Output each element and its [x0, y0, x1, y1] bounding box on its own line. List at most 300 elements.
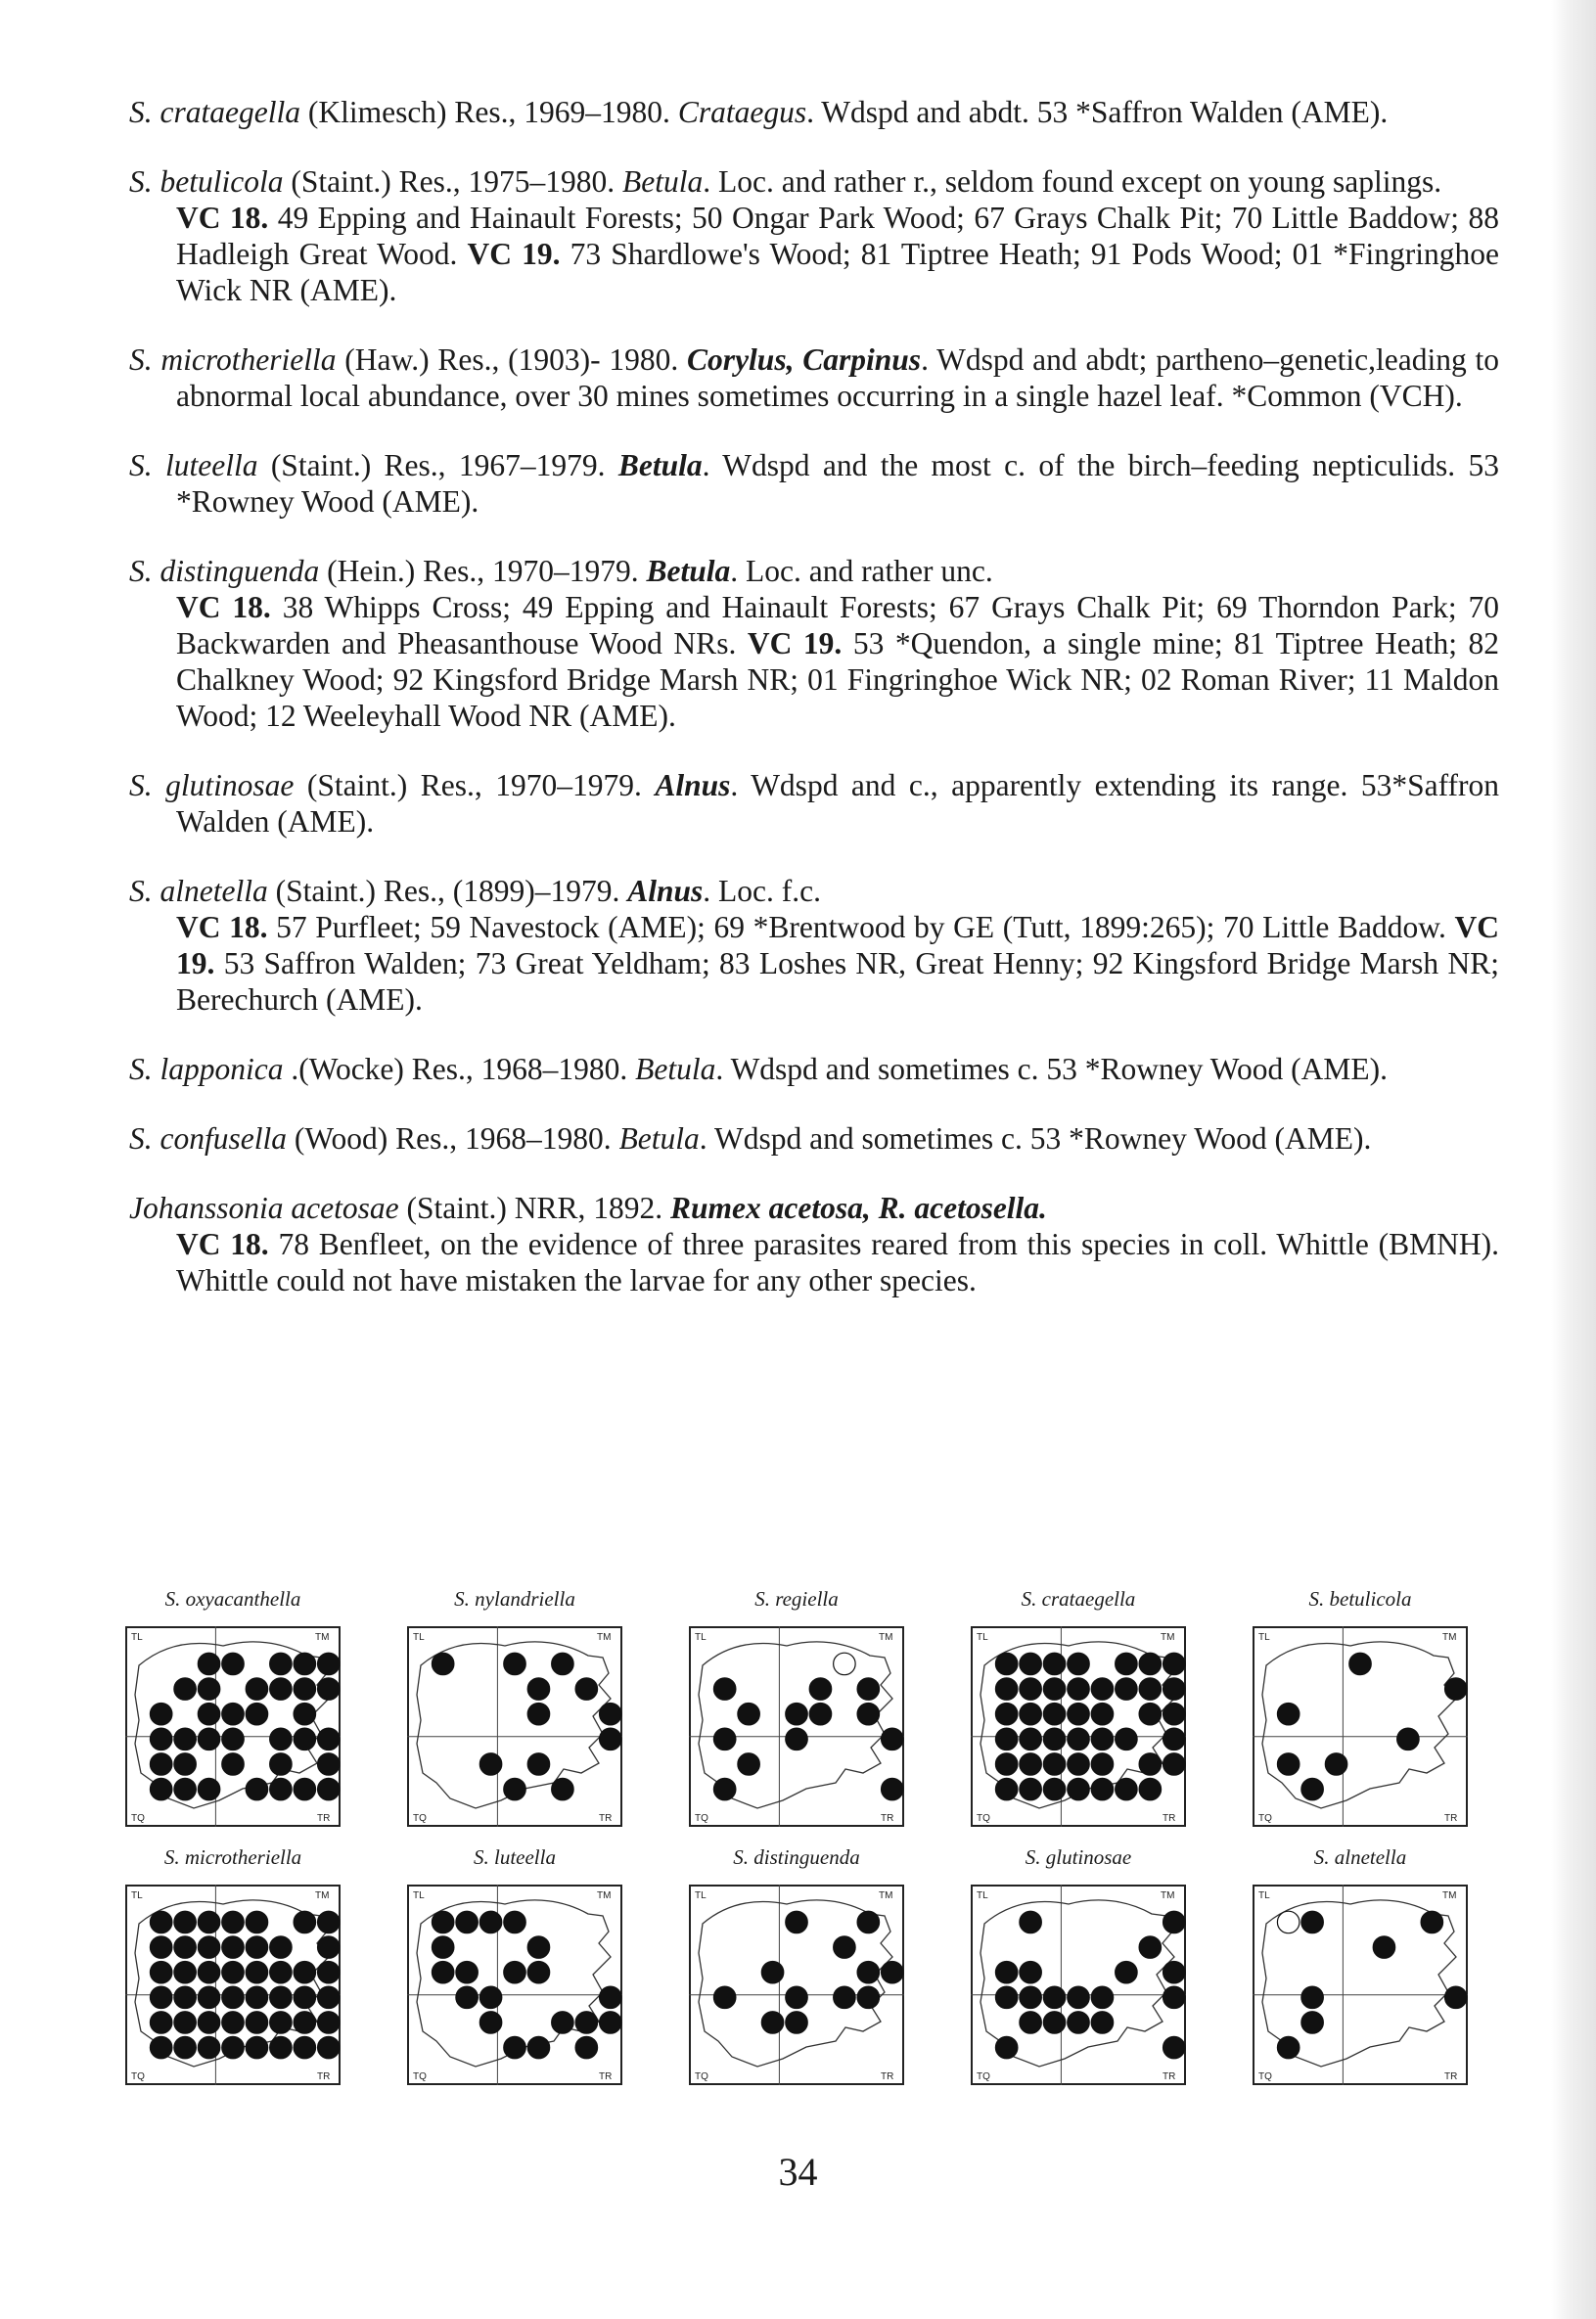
record-dot: [1163, 1961, 1185, 1982]
record-dot: [504, 1778, 525, 1799]
grid-square-label: TR: [1163, 2071, 1176, 2082]
record-dot: [1043, 1728, 1065, 1750]
foodplant: Betula: [621, 164, 704, 199]
record-dot: [1139, 1778, 1161, 1799]
record-dot: [270, 1678, 292, 1700]
essex-dot-map: [1253, 1626, 1468, 1827]
record-dot: [738, 1703, 759, 1724]
record-dot: [1020, 1778, 1041, 1799]
genus: S.: [129, 95, 153, 129]
page-edge-shadow: [1551, 0, 1596, 2319]
record-dot: [270, 1986, 292, 2008]
essex-dot-map: [689, 1626, 904, 1827]
record-dot: [1301, 1911, 1323, 1932]
essex-dot-map: [971, 1885, 1186, 2085]
record-dot: [1091, 1728, 1113, 1750]
record-dot: [150, 2036, 171, 2058]
record-dot: [222, 1986, 244, 2008]
record-dot: [504, 1961, 525, 1982]
record-dot: [479, 2012, 501, 2033]
record-dot: [318, 1653, 340, 1674]
entry-detail: (Staint.) Res., 1967–1979.: [257, 448, 618, 482]
entry-detail: (Staint.) Res., 1975–1980.: [283, 164, 622, 199]
record-dot: [318, 1911, 340, 1932]
record-dot: [1068, 2012, 1089, 2033]
vc19-text: 53 *Quendon, a single mine; 81 Tiptree Heath; 82 Chalkney Wood; 92 Kingsford Bridge Marsh NR; 01 Fingringhoe Wick NR; 02 Roman River; 11 Maldon Wood; 12 Weeleyhall Wood NR (AME).: [176, 626, 1499, 733]
record-dot: [198, 1936, 219, 1958]
record-dot: [786, 1911, 807, 1932]
distribution-map: [679, 1843, 914, 2108]
grid-square-label: TL: [695, 1890, 707, 1901]
record-dot: [456, 1961, 478, 1982]
record-dot: [857, 1986, 879, 2008]
map-title: S. microtheriella: [163, 1845, 302, 1869]
grid-square-label: TM: [597, 1890, 612, 1901]
record-dot: [1163, 1678, 1185, 1700]
record-dot: [150, 1986, 171, 2008]
distribution-map: [397, 1585, 632, 1849]
essex-dot-map: [125, 1885, 341, 2085]
record-dot: [150, 2012, 171, 2033]
record-dot: [882, 1961, 903, 1982]
map-row-2: [115, 1843, 1485, 2108]
grid-square-label: TR: [1163, 1813, 1176, 1824]
record-dot: [834, 1936, 855, 1958]
essex-dot-map: [125, 1626, 341, 1827]
record-dot: [1068, 1753, 1089, 1775]
record-dot: [1445, 1986, 1467, 2008]
record-dot: [456, 1911, 478, 1932]
grid-square-label: TL: [131, 1890, 143, 1901]
record-dot: [198, 1728, 219, 1750]
record-dot: [294, 2036, 315, 2058]
grid-square-label: TQ: [977, 2071, 990, 2082]
record-dot: [1163, 1753, 1185, 1775]
distribution-map: [115, 1843, 350, 2108]
record-dot: [246, 1961, 267, 1982]
record-dot: [198, 1986, 219, 2008]
record-dot: [318, 2036, 340, 2058]
vc18-text: 38 Whipps Cross; 49 Epping and Hainault Forests; 67 Grays Chalk Pit; 69 Thorndon Park; 70 Backwarden and Pheasanthouse Wood NRs.: [176, 590, 1499, 660]
vc18-text: 49 Epping and Hainault Forests; 50 Ongar Park Wood; 67 Grays Chalk Pit; 70 Little Baddow; 88 Hadleigh Great Wood.: [176, 201, 1499, 271]
record-dot: [834, 1986, 855, 2008]
vc19-label: VC 19.: [176, 910, 1499, 980]
foodplant: Betula: [618, 1121, 700, 1156]
record-dot: [198, 2012, 219, 2033]
vice-county-records: [129, 200, 1499, 308]
grid-square-label: TL: [131, 1632, 143, 1643]
record-dot: [1043, 1753, 1065, 1775]
record-dot: [1020, 1678, 1041, 1700]
species-name: Johanssonia acetosae: [129, 1191, 399, 1225]
record-dot: [174, 1678, 196, 1700]
record-dot: [1116, 1678, 1137, 1700]
record-dot: [552, 2012, 573, 2033]
record-dot: [857, 1911, 879, 1932]
entry-johanssonia-acetosae: [129, 1190, 1499, 1298]
entry-microtheriella: [129, 341, 1499, 414]
map-title: S. alnetella: [1313, 1845, 1407, 1869]
distribution-map: [1243, 1843, 1478, 2108]
vc19-text: 73 Shardlowe's Wood; 81 Tiptree Heath; 91 Pods Wood; 01 *Fingringhoe Wick NR (AME).: [176, 237, 1499, 307]
record-dot: [786, 1986, 807, 2008]
record-dot: [222, 1753, 244, 1775]
grid-square-label: TR: [599, 2071, 613, 2082]
record-dot: [294, 1778, 315, 1799]
record-dot: [1068, 1986, 1089, 2008]
record-dot: [222, 2036, 244, 2058]
grid-square-label: TM: [315, 1890, 330, 1901]
record-dot: [246, 1678, 267, 1700]
record-dot: [198, 1653, 219, 1674]
page-number: 34: [778, 2150, 818, 2194]
entry-detail: . Wdspd and sometimes c. 53 *Rowney Wood (AME).: [699, 1121, 1372, 1156]
foodplant: Betula: [646, 554, 731, 588]
map-title: S. glutinosae: [1025, 1845, 1132, 1869]
record-dot: [857, 1703, 879, 1724]
record-dot: [995, 2036, 1017, 2058]
record-dot: [174, 1728, 196, 1750]
record-dot: [1091, 1778, 1113, 1799]
grid-square-label: TQ: [977, 1813, 990, 1824]
record-dot: [882, 1728, 903, 1750]
record-dot: [174, 1911, 196, 1932]
record-dot: [761, 2012, 783, 2033]
record-dot: [575, 1678, 597, 1700]
record-dot: [1068, 1778, 1089, 1799]
record-dot: [150, 1936, 171, 1958]
distribution-map: [961, 1843, 1196, 2108]
species-name: glutinosae: [165, 768, 295, 802]
record-dot: [198, 1778, 219, 1799]
record-dot: [1163, 1911, 1185, 1932]
entry-distinguenda: [129, 553, 1499, 734]
record-dot: [504, 1653, 525, 1674]
entry-detail: (Staint.) Res., (1899)–1979.: [267, 874, 628, 908]
entry-detail: (Staint.) Res., 1970–1979.: [294, 768, 656, 802]
record-dot: [294, 1653, 315, 1674]
grid-square-label: TQ: [695, 2071, 708, 2082]
record-dot: [294, 1961, 315, 1982]
grid-square-label: TM: [315, 1632, 330, 1643]
record-dot: [174, 1961, 196, 1982]
record-dot: [575, 2012, 597, 2033]
record-dot: [527, 1678, 549, 1700]
record-dot: [527, 1753, 549, 1775]
record-dot: [1277, 2036, 1299, 2058]
map-title: S. crataegella: [1021, 1587, 1136, 1611]
record-dot: [527, 1961, 549, 1982]
vice-county-records: [129, 589, 1499, 734]
record-dot: [174, 1778, 196, 1799]
record-dot: [857, 1961, 879, 1982]
record-dot: [318, 1986, 340, 2008]
species-name: confusella: [160, 1121, 287, 1156]
species-name: crataegella: [160, 95, 300, 129]
record-dot: [995, 1986, 1017, 2008]
species-list: [129, 94, 1499, 1332]
grid-square-label: TQ: [413, 1813, 427, 1824]
entry-detail: . Wdspd and sometimes c. 53 *Rowney Wood (AME).: [715, 1052, 1388, 1086]
vc18-text: 78 Benfleet, on the evidence of three parasites reared from this species in coll. Whittle (BMNH). Whittle could not have mistaken the larvae for any other species.: [176, 1227, 1500, 1297]
grid-square-label: TL: [413, 1632, 425, 1643]
genus: S.: [129, 768, 153, 802]
record-dot: [246, 1986, 267, 2008]
record-dot: [1043, 1653, 1065, 1674]
grid-square-label: TQ: [1258, 1813, 1272, 1824]
record-dot: [150, 1753, 171, 1775]
record-dot: [294, 1911, 315, 1932]
entry-alnetella: [129, 873, 1499, 1018]
record-dot: [527, 1936, 549, 1958]
vc18-label: VC 18.: [176, 201, 269, 235]
record-dot: [575, 2036, 597, 2058]
record-dot: [174, 1986, 196, 2008]
record-dot: [1445, 1678, 1467, 1700]
vc19-text: 53 Saffron Walden; 73 Great Yeldham; 83 Loshes NR, Great Henny; 92 Kingsford Bridge Marsh NR; Berechurch (AME).: [176, 946, 1499, 1017]
record-dot-old: [834, 1653, 855, 1674]
record-dot: [432, 1936, 453, 1958]
entry-betulicola: [129, 163, 1499, 308]
record-dot: [456, 1986, 478, 2008]
record-dot: [270, 2012, 292, 2033]
record-dot: [761, 1961, 783, 1982]
genus: S.: [129, 1121, 153, 1156]
record-dot: [1020, 1753, 1041, 1775]
record-dot: [1116, 1728, 1137, 1750]
record-dot: [318, 1961, 340, 1982]
entry-detail: (Klimesch) Res., 1969–1980.: [299, 95, 678, 129]
record-dot: [246, 1778, 267, 1799]
essex-dot-map: [407, 1626, 622, 1827]
record-dot: [270, 1728, 292, 1750]
record-dot: [198, 1911, 219, 1932]
record-dot: [504, 2036, 525, 2058]
entry-detail: (Staint.) NRR, 1892.: [398, 1191, 670, 1225]
record-dot: [1397, 1728, 1419, 1750]
record-dot: [198, 1703, 219, 1724]
foodplant: Crataegus: [677, 95, 807, 129]
record-dot: [1277, 1753, 1299, 1775]
entry-lapponica: [129, 1051, 1499, 1087]
species-name: microtheriella: [160, 342, 337, 377]
record-dot: [174, 2036, 196, 2058]
grid-square-label: TM: [1161, 1632, 1175, 1643]
distribution-map: [397, 1843, 632, 2108]
genus: S.: [129, 342, 153, 377]
record-dot: [1277, 1703, 1299, 1724]
grid-square-label: TR: [599, 1813, 613, 1824]
record-dot: [1091, 1678, 1113, 1700]
essex-dot-map: [689, 1885, 904, 2085]
record-dot: [995, 1753, 1017, 1775]
record-dot: [857, 1678, 879, 1700]
record-dot: [318, 1936, 340, 1958]
record-dot: [809, 1678, 831, 1700]
record-dot: [1421, 1911, 1442, 1932]
record-dot: [1068, 1678, 1089, 1700]
record-dot: [1349, 1653, 1371, 1674]
record-dot: [270, 1753, 292, 1775]
distribution-map: [115, 1585, 350, 1849]
foodplant: Alnus: [627, 874, 704, 908]
record-dot: [294, 1986, 315, 2008]
record-dot: [1163, 1728, 1185, 1750]
foodplant: Betula: [635, 1052, 716, 1086]
record-dot: [222, 1703, 244, 1724]
genus: S.: [129, 1052, 153, 1086]
record-dot: [995, 1778, 1017, 1799]
record-dot: [294, 1703, 315, 1724]
record-dot: [294, 1728, 315, 1750]
grid-square-label: TM: [1161, 1890, 1175, 1901]
record-dot: [246, 1911, 267, 1932]
record-dot: [1043, 2012, 1065, 2033]
record-dot: [1091, 1986, 1113, 2008]
record-dot: [270, 1778, 292, 1799]
record-dot: [995, 1653, 1017, 1674]
record-dot: [1091, 2012, 1113, 2033]
record-dot: [1139, 1936, 1161, 1958]
entry-glutinosae: [129, 767, 1499, 840]
essex-dot-map: [407, 1885, 622, 2085]
record-dot: [432, 1911, 453, 1932]
entry-detail: . Wdspd and abdt. 53 *Saffron Walden (AME).: [806, 95, 1389, 129]
record-dot: [246, 2012, 267, 2033]
map-title: S. oxyacanthella: [164, 1587, 301, 1611]
distribution-map: [961, 1585, 1196, 1849]
record-dot: [1139, 1653, 1161, 1674]
record-dot: [150, 1778, 171, 1799]
record-dot: [1020, 1961, 1041, 1982]
record-dot: [786, 2012, 807, 2033]
species-name: luteella: [164, 448, 258, 482]
record-dot: [150, 1911, 171, 1932]
record-dot: [738, 1753, 759, 1775]
entry-luteella: [129, 447, 1499, 520]
entry-detail: . Loc. f.c.: [703, 874, 821, 908]
vc18-label: VC 18.: [176, 910, 268, 944]
record-dot: [1301, 2012, 1323, 2033]
genus: S.: [129, 164, 153, 199]
record-dot: [318, 2012, 340, 2033]
genus: S.: [129, 554, 153, 588]
record-dot: [222, 1728, 244, 1750]
entry-detail: . Wdspd and c., apparently extending its range. 53*Saffron Walden (AME).: [176, 768, 1499, 839]
grid-square-label: TL: [977, 1890, 988, 1901]
foodplant: Alnus: [655, 768, 731, 802]
record-dot: [1301, 1986, 1323, 2008]
entry-detail: .(Wocke) Res., 1968–1980.: [283, 1052, 636, 1086]
record-dot: [809, 1703, 831, 1724]
grid-square-label: TR: [1444, 2071, 1458, 2082]
vice-county-records: [129, 909, 1499, 1018]
record-dot: [995, 1728, 1017, 1750]
record-dot: [1020, 1653, 1041, 1674]
record-dot: [479, 1753, 501, 1775]
map-title: S. nylandriella: [454, 1587, 575, 1611]
grid-square-label: TR: [317, 2071, 331, 2082]
record-dot: [1139, 1703, 1161, 1724]
record-dot: [1163, 1703, 1185, 1724]
record-dot: [1020, 1911, 1041, 1932]
map-title: S. betulicola: [1308, 1587, 1412, 1611]
essex-dot-map: [971, 1626, 1186, 1827]
grid-square-label: TQ: [131, 2071, 145, 2082]
record-dot: [1301, 1778, 1323, 1799]
foodplant: Rumex acetosa, R. acetosella.: [669, 1191, 1047, 1225]
grid-square-label: TM: [597, 1632, 612, 1643]
genus: S.: [129, 448, 153, 482]
record-dot: [995, 1703, 1017, 1724]
essex-dot-map: [1253, 1885, 1468, 2085]
distribution-map: [1243, 1585, 1478, 1849]
record-dot: [150, 1961, 171, 1982]
record-dot: [1163, 2036, 1185, 2058]
record-dot: [174, 1753, 196, 1775]
record-dot: [318, 1728, 340, 1750]
record-dot: [1020, 1986, 1041, 2008]
record-dot: [1020, 1703, 1041, 1724]
record-dot: [318, 1678, 340, 1700]
record-dot: [174, 1936, 196, 1958]
grid-square-label: TR: [317, 1813, 331, 1824]
grid-square-label: TL: [1258, 1890, 1270, 1901]
record-dot: [294, 2012, 315, 2033]
record-dot: [479, 1911, 501, 1932]
record-dot: [786, 1728, 807, 1750]
entry-detail: . Wdspd and abdt; partheno–genetic,leading to abnormal local abundance, over 30 mines sometimes occurring in a single hazel leaf. *Common (VCH).: [176, 342, 1499, 413]
record-dot: [552, 1778, 573, 1799]
map-row-1: [115, 1585, 1485, 1849]
species-name: distinguenda: [160, 554, 320, 588]
record-dot: [600, 1986, 621, 2008]
record-dot: [1043, 1986, 1065, 2008]
entry-detail: . Loc. and rather unc.: [730, 554, 993, 588]
record-dot: [246, 2036, 267, 2058]
grid-square-label: TL: [695, 1632, 707, 1643]
record-dot: [995, 1678, 1017, 1700]
vc19-label: VC 19.: [467, 237, 561, 271]
record-dot: [270, 1936, 292, 1958]
map-title: S. distinguenda: [733, 1845, 860, 1869]
record-dot: [1043, 1678, 1065, 1700]
record-dot: [552, 1653, 573, 1674]
record-dot: [504, 1911, 525, 1932]
record-dot: [1139, 1678, 1161, 1700]
record-dot: [1043, 1778, 1065, 1799]
vc19-label: VC 19.: [747, 626, 843, 660]
record-dot: [432, 1653, 453, 1674]
record-dot: [713, 1678, 735, 1700]
vc18-text: 57 Purfleet; 59 Navestock (AME); 69 *Brentwood by GE (Tutt, 1899:265); 70 Little Baddow.: [267, 910, 1455, 944]
grid-square-label: TQ: [1258, 2071, 1272, 2082]
entry-confusella: [129, 1120, 1499, 1157]
grid-square-label: TQ: [695, 1813, 708, 1824]
record-dot: [1043, 1703, 1065, 1724]
record-dot: [318, 1778, 340, 1799]
record-dot: [713, 1778, 735, 1799]
record-dot: [1068, 1703, 1089, 1724]
grid-square-label: TL: [413, 1890, 425, 1901]
record-dot: [294, 1678, 315, 1700]
distribution-map: [679, 1585, 914, 1849]
record-dot: [222, 1911, 244, 1932]
record-dot: [882, 1778, 903, 1799]
record-dot: [1116, 1778, 1137, 1799]
record-dot: [1163, 1653, 1185, 1674]
map-title: S. regiella: [754, 1587, 839, 1611]
